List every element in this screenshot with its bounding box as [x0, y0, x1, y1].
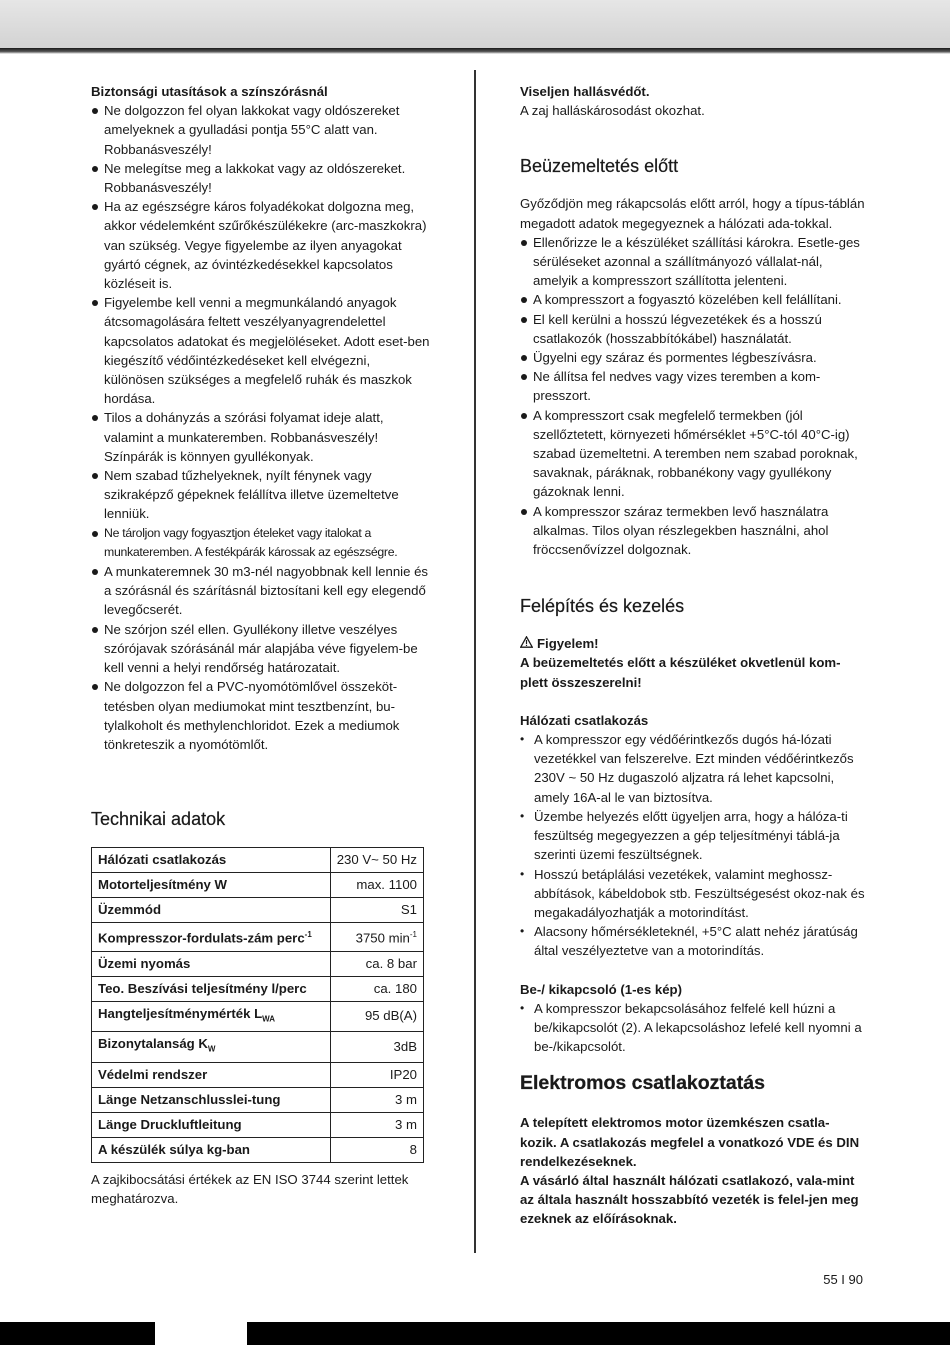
spec-value: 3dB [330, 1032, 423, 1063]
table-row [92, 848, 424, 873]
spec-value [330, 923, 423, 951]
before-start-intro: Győződjön meg rákapcsolás előtt arról, hogy a típus-táblán megadott adatok megegyeznek a hálózati ada-tokkal. [520, 196, 865, 231]
list-item: Nem szabad tűzhelyeknek, nyílt fénynek vagy szikraképző gépeknek felállítva illetve üzemeltetve lenniük. [91, 466, 431, 524]
mains-heading: Hálózati csatlakozás [520, 712, 649, 728]
warning-triangle-icon [520, 634, 533, 653]
switch-list [520, 999, 865, 1057]
spec-table [91, 847, 424, 1163]
spec-key-text: Hangteljesítménymérték L [98, 1005, 263, 1021]
spec-key-sub: W [207, 1044, 216, 1054]
footer-bar-gap [155, 1322, 247, 1345]
safety-heading: Biztonsági utasítások a színszórásnál [91, 84, 328, 99]
header-shadow [0, 48, 950, 54]
spec-key-sub: WA [262, 1014, 276, 1024]
spec-key: Länge Druckluftleitung [92, 1112, 331, 1137]
table-row [92, 923, 424, 951]
footer-bar [0, 1322, 950, 1345]
table-row [92, 1112, 424, 1137]
attention-line [520, 634, 865, 653]
list-item: • A kompresszor egy védőérintkezős dugós há-lózati vezetékkel van felszerelve. Ezt minden védőérintkezős 230V ~ 50 Hz dugaszoló aljzatra rá lehet kapcsolni, amely 16A-al le van biztosítva. [520, 730, 865, 807]
ear-protection-heading: Viseljen hallásvédőt. [520, 84, 650, 99]
spec-value: S1 [330, 898, 423, 923]
table-row [92, 1032, 424, 1063]
spec-key: A készülék súlya kg-ban [92, 1137, 331, 1162]
spec-value: 230 V~ 50 Hz [330, 848, 423, 873]
before-start-title: Beüzemeltetés előtt [520, 156, 679, 177]
spec-key: Üzemi nyomás [92, 951, 331, 976]
spec-value: max. 1100 [330, 873, 423, 898]
table-row [92, 898, 424, 923]
list-item: Ne tároljon vagy fogyasztjon ételeket vagy italokat a munkateremben. A festékpárák károssak az egészségre. [91, 524, 431, 562]
spec-key: Hálózati csatlakozás [92, 848, 331, 873]
spec-key-text: Kompresszor-fordulats-zám perc [98, 930, 305, 946]
column-divider [474, 70, 476, 1253]
spec-key [92, 1001, 331, 1032]
spec-key [92, 923, 331, 951]
attention-label: Figyelem! [537, 636, 599, 652]
spec-key [92, 1032, 331, 1063]
list-item: Ne dolgozzon fel a PVC-nyomótömlővel összeköt-tetésben olyan mediumokat mint tesztbenzínt, bu-tylalkoholt és methylenchloridot. Ezek a mediumok tönkreteszik a nyomótömlőt. [91, 677, 431, 754]
spec-value: ca. 180 [330, 976, 423, 1001]
electrical-text-2: A vásárló által használt hálózati csatlakozó, vala-mint az általa használt hosszabbító vezeték is felel-jen meg ezeknek az előírásoknak. [520, 1172, 859, 1227]
table-row [92, 1062, 424, 1087]
noise-footnote: A zajkibocsátási értékek az EN ISO 3744 szerint lettek meghatározva. [91, 1171, 409, 1206]
safety-list [91, 101, 431, 754]
spec-value: 95 dB(A) [330, 1001, 423, 1032]
list-item: Ne melegítse meg a lakkokat vagy az oldószereket. Robbanásveszély! [91, 159, 431, 197]
list-item: • Alacsony hőmérsékleteknél, +5°C alatt nehéz járatúság által veszélyeztetve van a motorindítás. [520, 922, 865, 960]
mains-list [520, 730, 865, 960]
page-number: 55 I 90 [823, 1272, 863, 1287]
table-row [92, 1001, 424, 1032]
table-row [92, 873, 424, 898]
left-column [91, 82, 431, 1208]
spec-key: Motorteljesítmény W [92, 873, 331, 898]
list-item: • A kompresszor bekapcsolásához felfelé kell húzni a be/kikapcsolót (2). A lekapcsoláshoz lefelé kell nyomni a be-/kikapcsolót. [520, 999, 865, 1057]
list-item: Ügyelni egy száraz és pormentes légbeszívásra. [520, 348, 865, 367]
spec-key: Védelmi rendszer [92, 1062, 331, 1087]
setup-title: Felépítés és kezelés [520, 596, 685, 617]
list-item: Figyelembe kell venni a megmunkálandó anyagok átcsomagolására feltett veszélyanyagrendelettel kapcsolatos adatokat és megjelöléseket. Adott eset-ben kiegészítő védőintézkedéseket kell elvégezni, különösen szükséges a megfelelő ruhák és maszkok hordása. [91, 293, 431, 408]
table-row [92, 1087, 424, 1112]
electrical-title: Elektromos csatlakoztatás [520, 1072, 765, 1095]
right-column [520, 82, 865, 1229]
list-item: Ha az egészségre káros folyadékokat dolgozna meg, akkor védelemként szűrőkészülékekre (arc-maszkokra) van szükség. Vegye figyelembe az ilyen anyagokat gyártó cégnek, az óvintézkedésekkel kapcsolatos közléseit is. [91, 197, 431, 293]
list-item: Ne dolgozzon fel olyan lakkokat vagy oldószereket amelyeknek a gyulladási pontja 55°C alatt van. Robbanásveszély! [91, 101, 431, 159]
table-row [92, 976, 424, 1001]
spec-value: IP20 [330, 1062, 423, 1087]
spec-value-sup: -1 [409, 930, 417, 940]
spec-key: Länge Netzanschlusslei-tung [92, 1087, 331, 1112]
list-item: A kompresszort a fogyasztó közelében kell felállítani. [520, 290, 865, 309]
electrical-text-1: A telepített elektromos motor üzemkészen csatla-kozik. A csatlakozás megfelel a vonatkozó VDE és DIN rendelkezéseknek. [520, 1115, 860, 1169]
spec-value: 3 m [330, 1112, 423, 1137]
list-item: • Hosszú betáplálási vezetékek, valamint meghossz-abbítások, kábeldobok stb. Feszültségesést okoz-nak és megakadályozhatják a motorindítást. [520, 865, 865, 923]
spec-value: 3 m [330, 1087, 423, 1112]
list-item: A munkateremnek 30 m3-nél nagyobbnak kell lennie és a szórásnál és szárításnál biztosítani kell egy elegendő levegőcserét. [91, 562, 431, 620]
list-item: Ne szórjon szél ellen. Gyullékony illetve veszélyes szórójavak szórásánál már alapjába véve figyelem-be kell venni a helyi rendőrség határozatait. [91, 620, 431, 678]
spec-key: Üzemmód [92, 898, 331, 923]
ear-protection-text: A zaj halláskárosodást okozhat. [520, 103, 705, 119]
list-item: Ne állítsa fel nedves vagy vizes teremben a kom-presszort. [520, 367, 865, 405]
list-item: Ellenőrizze le a készüléket szállítási károkra. Esetle-ges sérüléseket azonnal a szállítmányozó vállalat-nál, amelyik a kompresszort szállította jelenteni. [520, 233, 865, 291]
spec-key-text: Bizonytalanság K [98, 1036, 208, 1052]
header-band [0, 0, 950, 50]
before-start-list [520, 233, 865, 559]
list-item: A kompresszort csak megfelelő termekben (jól szellőztetett, környezeti hőmérséklet +5°C-tól 40°C-ig) szabad üzemeltetni. A teremben nem szabad poroknak, savaknak, páráknak, robbanékony vagy gyullékony gázoknak lenni. [520, 406, 865, 502]
list-item: A kompresszor száraz termekben levő használatra alkalmas. Tilos olyan részlegekben használni, ahol fröccsenővízzel dolgoznak. [520, 502, 865, 560]
list-item: Tilos a dohányzás a szórási folyamat ideje alatt, valamint a munkateremben. Robbanásveszély! Színpárák is könnyen gyullékonyak. [91, 408, 431, 466]
table-row [92, 951, 424, 976]
tech-title: Technikai adatok [91, 809, 226, 830]
list-item: El kell kerülni a hosszú légvezetékek és a hosszú csatlakozók (hosszabbítókábel) használatát. [520, 310, 865, 348]
spec-value-text: 3750 min [355, 930, 410, 946]
list-item: • Üzembe helyezés előtt ügyeljen arra, hogy a hálóza-ti feszültség megegyezzen a gép teljesítményi táblá-ja szerinti üzemi feszültségnek. [520, 807, 865, 865]
spec-value: ca. 8 bar [330, 951, 423, 976]
attention-text: A beüzemeltetés előtt a készüléket okvetlenül kom-plett összeszerelni! [520, 655, 841, 690]
table-row [92, 1137, 424, 1162]
spec-key-sup: -1 [304, 930, 312, 940]
spec-key: Teo. Beszívási teljesítmény l/perc [92, 976, 331, 1001]
spec-value: 8 [330, 1137, 423, 1162]
switch-heading: Be-/ kikapcsoló (1-es kép) [520, 981, 682, 997]
